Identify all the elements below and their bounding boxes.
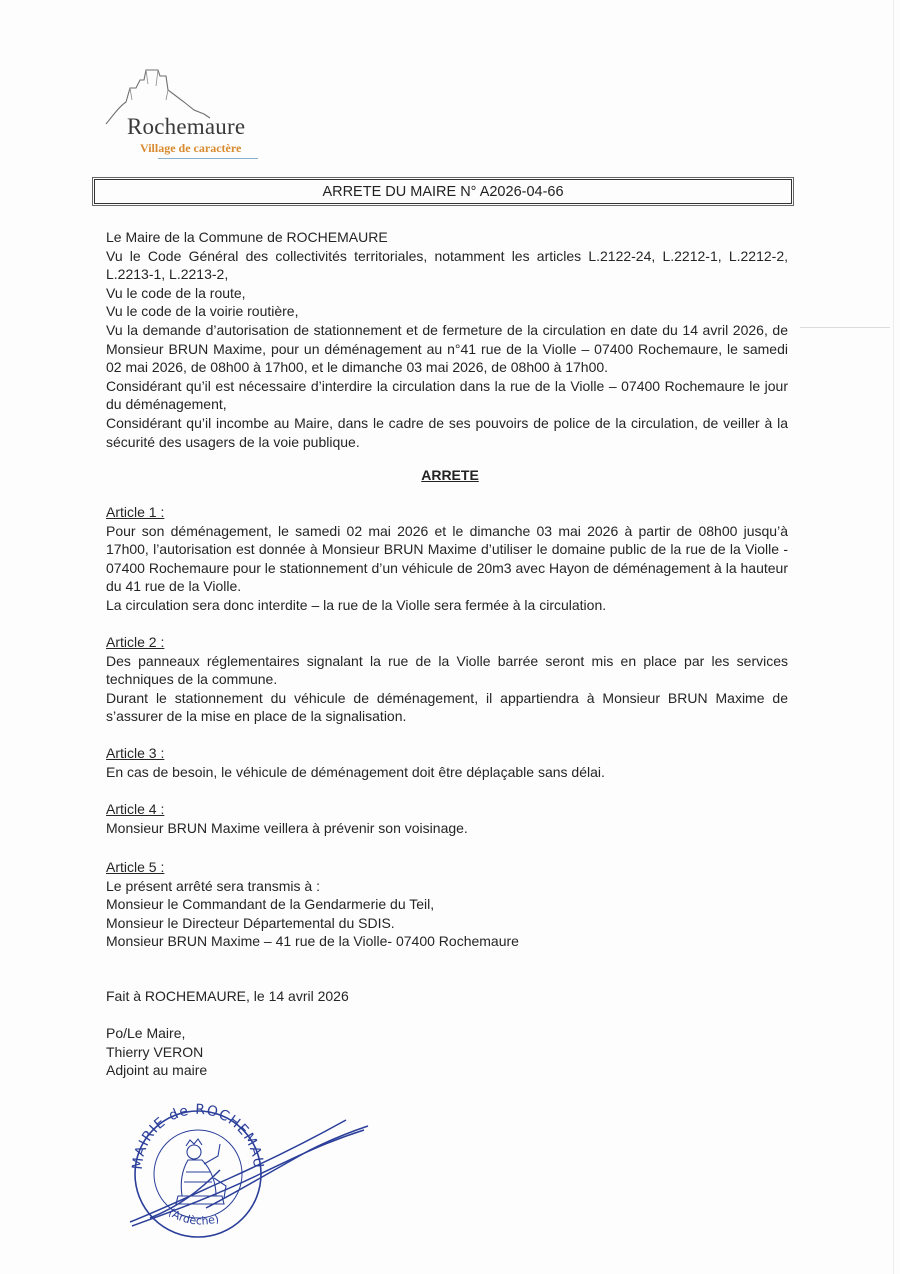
article-line: Pour son déménagement, le samedi 02 mai 2026 et le dimanche 03 mai 2026 à partir de 08h00 jusqu’à 17h00, l’autorisation est donnée à Monsieur BRUN Maxime d’utiliser le domaine public de la rue de la Violle - 07400 Rochemaure pour le stationnement d’un véhicule de 20m3 avec Hayon de déménagement à la hauteur du 41 rue de la Violle. [106,522,788,595]
article-5 [106,858,788,951]
scan-artifact-line [800,327,890,328]
article-line: Monsieur le Directeur Départemental du SDIS. [106,914,395,931]
svg-text:(Ardèche) [166,1206,220,1228]
article-2 [106,633,788,726]
article-1 [106,503,788,615]
article-title: Article 1 : [106,504,165,520]
signature-role: Adjoint au maire [106,1062,208,1079]
article-title: Article 3 : [106,745,165,761]
page-title [94,179,792,204]
preamble-line: Le Maire de la Commune de ROCHEMAURE [106,229,388,245]
logo-title: Rochemaure [127,114,246,139]
preamble-line: Vu le code de la route, [106,284,246,301]
article-line: Le présent arrêté sera transmis à : [106,877,320,894]
article-title: Article 5 : [106,859,165,875]
preamble-line: Vu le Code Général des collectivités territoriales, notamment les articles L.2122-24, L.2212-1, L.2212-2, L.2213-1, L.2213-2, [106,247,788,283]
preamble-line: Vu le code de la voirie routière, [106,303,299,320]
signature-name: Thierry VERON [106,1043,204,1060]
preamble-line: Considérant qu’il est nécessaire d’interdire la circulation dans la rue de la Violle – 07400 Rochemaure le jour du déménagement, [106,377,788,413]
article-title: Article 2 : [106,634,165,650]
stamp-seal-icon [120,1100,380,1250]
logo-underline [158,158,258,159]
stamp-inner-text: (Ardèche) [166,1205,221,1228]
article-line: La circulation sera donc interdite – la rue de la Violle sera fermée à la circulation. [106,596,607,613]
article-line: Des panneaux réglementaires signalant la rue de la Violle barrée seront mis en place par les services techniques de la commune. [106,652,788,688]
official-stamp [120,1100,380,1250]
arrete-heading: ARRETE [421,467,479,483]
article-line: En cas de besoin, le véhicule de déménagement doit être déplaçable sans délai. [106,763,605,780]
article-line: Monsieur le Commandant de la Gendarmerie du Teil, [106,896,435,913]
page-title-text: ARRETE DU MAIRE N° A2026-04-66 [322,183,564,200]
article-line: Monsieur BRUN Maxime – 41 rue de la Violle- 07400 Rochemaure [106,933,519,950]
article-3 [106,744,788,781]
article-title: Article 4 : [106,801,165,817]
preamble-line: Considérant qu’il incombe au Maire, dans le cadre de ses pouvoirs de police de la circulation, de veiller à la sécurité des usagers de la voie publique. [106,414,788,450]
rochemaure-logo [100,66,300,166]
signature-block [106,1024,207,1080]
place-date: Fait à ROCHEMAURE, le 14 avril 2026 [106,988,349,1004]
logo-tagline: Village de caractère [140,141,242,155]
article-4 [106,800,788,837]
signature-line: Po/Le Maire, [106,1025,186,1041]
preamble-line: Vu la demande d’autorisation de stationnement et de fermeture de la circulation en date du 14 avril 2026, de Monsieur BRUN Maxime, pour un déménagement au n°41 rue de la Violle – 07400 Rochemaure, le samedi 02 mai 2026, de 08h00 à 17h00, et le dimanche 03 mai 2026, de 08h00 à 17h00. [106,321,788,376]
scan-edge [893,0,894,1274]
stamp-outer-text: MAIRIE de ROCHEMAU [129,1101,267,1171]
article-line: Monsieur BRUN Maxime veillera à prévenir son voisinage. [106,819,468,836]
article-line: Durant le stationnement du véhicule de déménagement, il appartiendra à Monsieur BRUN Maxime de s’assurer de la mise en place de la signalisation. [106,689,788,725]
preamble [106,228,788,451]
